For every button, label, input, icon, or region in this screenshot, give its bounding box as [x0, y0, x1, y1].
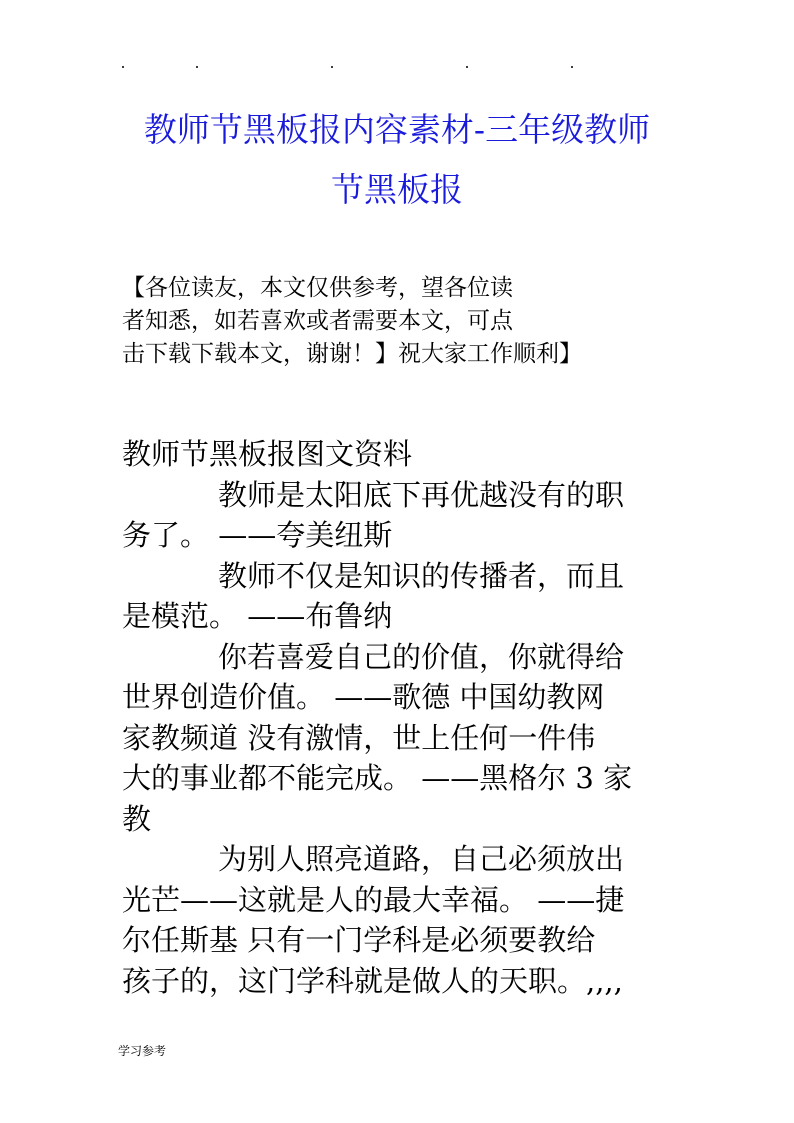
body-line: 为别人照亮道路，自己必须放出: [218, 842, 625, 876]
body-line: 尔任斯基 只有一门学科是必须要教给: [122, 923, 596, 957]
body-line: 教师是太阳底下再优越没有的职: [218, 477, 625, 512]
header-dot: [122, 66, 124, 68]
body-line: 教: [122, 801, 152, 836]
header-dot: [331, 66, 333, 68]
document-title-line-1: 教师节黑板报内容素材-三年级教师: [143, 110, 651, 149]
body-line: 孩子的，这门学科就是做人的天职。,,,,: [122, 963, 623, 998]
notice-line: 【各位读友，本文仅供参考，望各位读: [122, 275, 513, 301]
body-line: 世界创造价值。 ——歌德 中国幼教网: [122, 680, 605, 714]
header-dot-marks: [0, 66, 794, 72]
body-line: 务了。 ——夸美纽斯: [122, 518, 393, 552]
section-heading: 教师节黑板报图文资料: [122, 437, 413, 471]
body-line: 家教频道 没有激情，世上任何一件伟: [122, 720, 596, 755]
body-line: 教师不仅是知识的传播者，而且: [218, 558, 625, 593]
document-title-line-2: 节黑板报: [331, 170, 463, 209]
header-dot: [196, 66, 198, 68]
notice-line: 击下载下载本文，谢谢！】祝大家工作顺利】: [122, 341, 582, 367]
notice-line: 者知悉，如若喜欢或者需要本文，可点: [122, 308, 513, 334]
body-line: 你若喜爱自己的价值，你就得给: [218, 639, 625, 674]
header-dot: [466, 66, 468, 68]
header-dot: [571, 66, 573, 68]
article-body: [122, 434, 692, 1001]
reader-notice: [122, 272, 662, 371]
page-footer: 学习参考: [118, 1044, 167, 1058]
body-line: 是模范。 ——布鲁纳: [122, 599, 393, 633]
body-line: 大的事业都不能完成。 ——黑格尔 3 家: [122, 761, 633, 795]
body-line: 光芒——这就是人的最大幸福。 ——捷: [122, 882, 625, 917]
